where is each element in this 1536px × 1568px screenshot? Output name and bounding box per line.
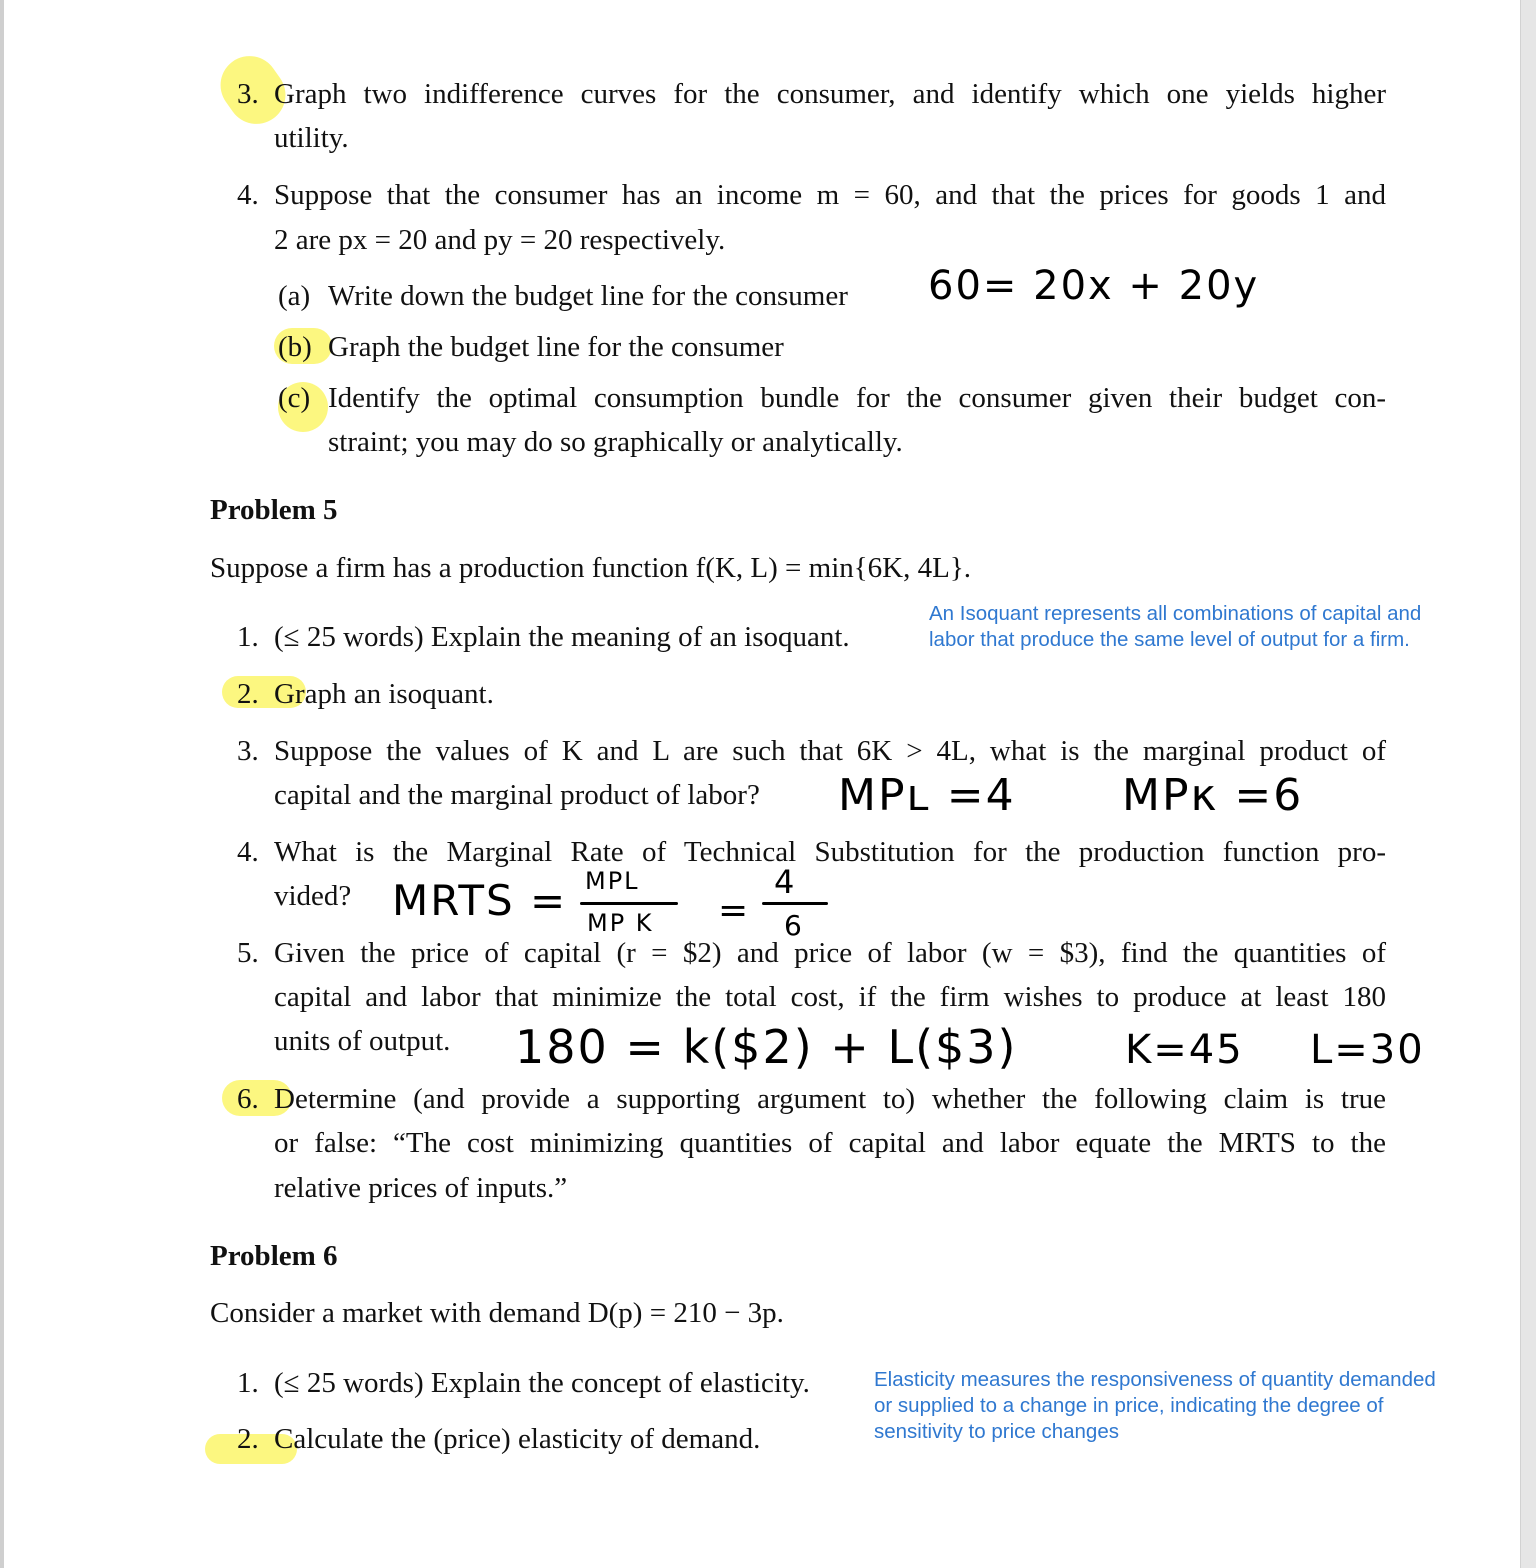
question-text: capital and the marginal product of labor? bbox=[274, 779, 760, 811]
handwritten-fraction-bar bbox=[580, 902, 678, 905]
question-text: Suppose that the consumer has an income m = 60, and that the prices for goods 1 and bbox=[274, 179, 1386, 211]
item-number: 4. bbox=[237, 179, 259, 211]
item-number: 1. bbox=[237, 621, 259, 653]
question-text: Graph an isoquant. bbox=[274, 678, 494, 710]
question-text: (≤ 25 words) Explain the concept of elasticity. bbox=[274, 1367, 810, 1399]
item-number: 4. bbox=[237, 836, 259, 868]
question-text: relative prices of inputs.” bbox=[274, 1172, 568, 1204]
question-text: Calculate the (price) elasticity of demand. bbox=[274, 1423, 761, 1455]
handwritten-budget-line: 60= 20x + 20y bbox=[928, 263, 1260, 309]
answer-line: An Isoquant represents all combinations of capital and bbox=[929, 602, 1422, 625]
item-number: 2. bbox=[237, 1423, 259, 1455]
item-number: 1. bbox=[237, 1367, 259, 1399]
subitem-label: (c) bbox=[278, 382, 311, 414]
subitem-label: (a) bbox=[278, 280, 311, 312]
item-number: 3. bbox=[237, 78, 259, 110]
item-number: 3. bbox=[237, 735, 259, 767]
question-text: utility. bbox=[274, 122, 349, 154]
question-text: vided? bbox=[274, 880, 352, 912]
problem-intro: Consider a market with demand D(p) = 210 − 3p. bbox=[210, 1297, 784, 1329]
handwritten-fraction-denominator: MP K bbox=[587, 909, 654, 937]
item-number: 6. bbox=[237, 1083, 259, 1115]
problem-intro: Suppose a firm has a production function f(K, L) = min{6K, 4L}. bbox=[210, 552, 971, 584]
handwritten-equals: = bbox=[718, 890, 751, 931]
page-left-edge bbox=[0, 0, 4, 1568]
handwritten-mrts: MRTS = bbox=[392, 876, 568, 925]
handwritten-fraction-6: 6 bbox=[784, 909, 804, 942]
subitem-text: Write down the budget line for the consumer bbox=[328, 280, 848, 312]
typed-answer-elasticity bbox=[874, 1367, 1436, 1445]
handwritten-k-value: K=45 bbox=[1125, 1027, 1244, 1073]
item-number: 5. bbox=[237, 937, 259, 969]
page-right-edge bbox=[1520, 0, 1536, 1568]
handwritten-fraction-bar bbox=[762, 902, 828, 905]
answer-line: sensitivity to price changes bbox=[874, 1420, 1119, 1443]
question-text: units of output. bbox=[274, 1025, 451, 1057]
question-text: 2 are px = 20 and py = 20 respectively. bbox=[274, 224, 726, 256]
handwritten-mpk: MPκ =6 bbox=[1122, 770, 1304, 821]
handwritten-fraction-numerator: MPL bbox=[585, 867, 640, 895]
question-text: Determine (and provide a supporting argument to) whether the following claim is true bbox=[274, 1083, 1386, 1115]
question-text: Given the price of capital (r = $2) and price of labor (w = $3), find the quantities of bbox=[274, 937, 1386, 969]
question-text: Suppose the values of K and L are such that 6K > 4L, what is the marginal product of bbox=[274, 735, 1386, 767]
question-text: What is the Marginal Rate of Technical Substitution for the production function pro- bbox=[274, 836, 1386, 868]
handwritten-l-value: L=30 bbox=[1310, 1027, 1425, 1073]
subitem-text: Graph the budget line for the consumer bbox=[328, 331, 784, 363]
question-text: or false: “The cost minimizing quantities of capital and labor equate the MRTS to the bbox=[274, 1127, 1386, 1159]
handwritten-cost-equation: 180 = k($2) + L($3) bbox=[515, 1020, 1018, 1074]
typed-answer-isoquant bbox=[929, 601, 1421, 653]
answer-line: labor that produce the same level of output for a firm. bbox=[929, 628, 1410, 651]
problem-title: Problem 6 bbox=[210, 1240, 338, 1272]
subitem-label: (b) bbox=[278, 331, 312, 363]
question-text: (≤ 25 words) Explain the meaning of an isoquant. bbox=[274, 621, 850, 653]
subitem-text: straint; you may do so graphically or analytically. bbox=[328, 426, 903, 458]
item-number: 2. bbox=[237, 678, 259, 710]
handwritten-mpl: MPʟ =4 bbox=[838, 770, 1016, 821]
answer-line: Elasticity measures the responsiveness of quantity demanded bbox=[874, 1368, 1436, 1391]
question-text: Graph two indifference curves for the consumer, and identify which one yields higher bbox=[274, 78, 1386, 110]
problem-title: Problem 5 bbox=[210, 494, 338, 526]
subitem-text: Identify the optimal consumption bundle for the consumer given their budget con- bbox=[328, 382, 1386, 414]
handwritten-fraction-4: 4 bbox=[774, 863, 797, 901]
question-text: capital and labor that minimize the total cost, if the firm wishes to produce at least 180 bbox=[274, 981, 1386, 1013]
answer-line: or supplied to a change in price, indicating the degree of bbox=[874, 1394, 1384, 1417]
